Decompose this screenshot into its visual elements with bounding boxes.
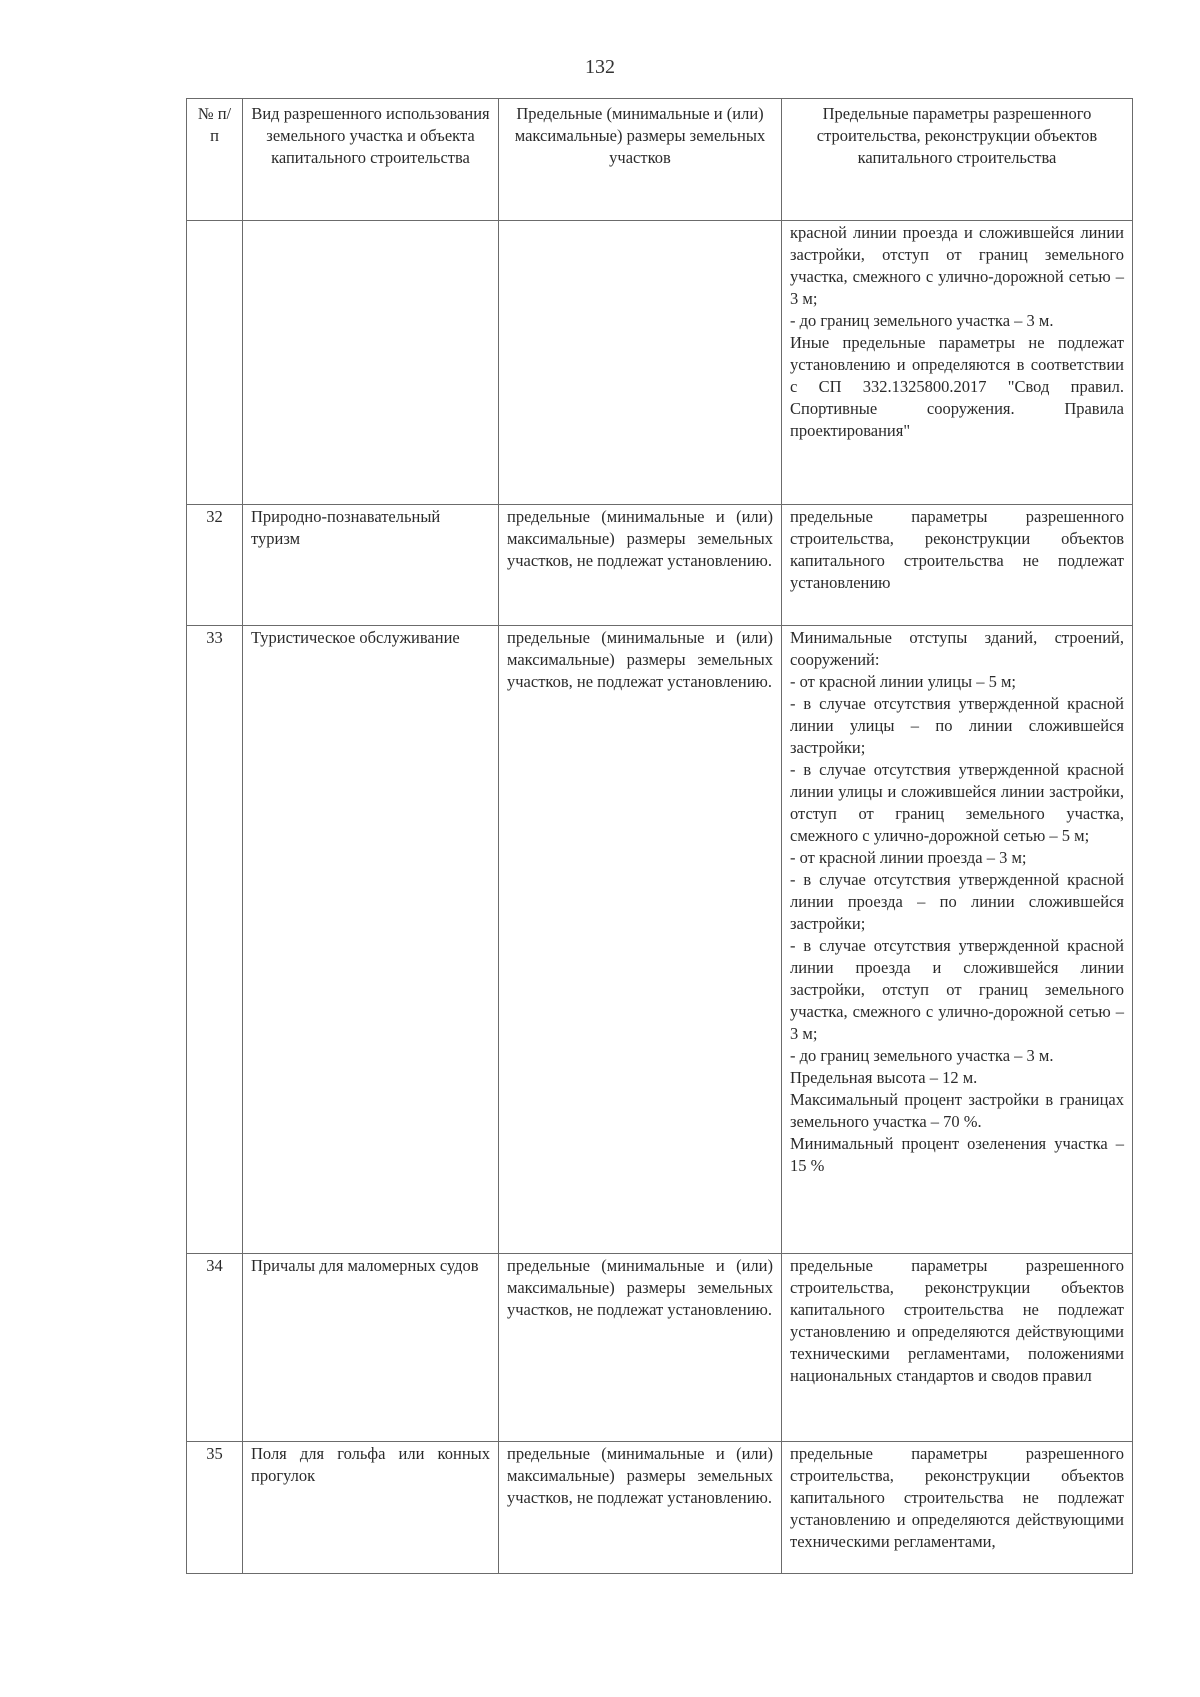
table-row bbox=[187, 626, 1133, 1254]
cell-number bbox=[187, 221, 243, 505]
cell-lot-size bbox=[499, 221, 782, 505]
params-line: - в случае отсутствия утвержденной красной линии улицы – по линии сложившейся застройки; bbox=[790, 694, 1124, 757]
params-line: Минимальные отступы зданий, строений, сооружений: bbox=[790, 628, 1124, 669]
cell-params bbox=[782, 221, 1133, 505]
params-line: - в случае отсутствия утвержденной красной линии проезда и сложившейся линии застройки, отступ от границ земельного участка, смежного с улично-дорожной сетью – 3 м; bbox=[790, 936, 1124, 1043]
table-header-row bbox=[187, 99, 1133, 221]
header-use-type: Вид разрешенного использования земельного участка и объекта капитального строительства bbox=[243, 99, 499, 221]
params-line: - в случае отсутствия утвержденной красной линии улицы и сложившейся линии застройки, отступ от границ земельного участка, смежного с улично-дорожной сетью – 5 м; bbox=[790, 760, 1124, 845]
params-line: - в случае отсутствия утвержденной красной линии проезда – по линии сложившейся застройки; bbox=[790, 870, 1124, 933]
params-line: - до границ земельного участка – 3 м. bbox=[790, 1046, 1054, 1065]
cell-lot-size: предельные (минимальные и (или) максимальные) размеры земельных участков, не подлежат установлению. bbox=[499, 1442, 782, 1574]
cell-number: 32 bbox=[187, 505, 243, 626]
cell-lot-size: предельные (минимальные и (или) максимальные) размеры земельных участков, не подлежат установлению. bbox=[499, 1254, 782, 1442]
table-row bbox=[187, 1254, 1133, 1442]
params-line: - от красной линии улицы – 5 м; bbox=[790, 672, 1017, 691]
params-line: предельные параметры разрешенного строительства, реконструкции объектов капитального строительства не подлежат установлению и определяются действующими техническими регламентами, bbox=[790, 1444, 1124, 1551]
params-line: предельные параметры разрешенного строительства, реконструкции объектов капитального строительства не подлежат установлению bbox=[790, 507, 1124, 592]
params-line: Максимальный процент застройки в границах земельного участка – 70 %. bbox=[790, 1090, 1124, 1131]
cell-use-type: Природно-познавательный туризм bbox=[243, 505, 499, 626]
cell-use-type bbox=[243, 221, 499, 505]
cell-number: 34 bbox=[187, 1254, 243, 1442]
cell-lot-size: предельные (минимальные и (или) максимальные) размеры земельных участков, не подлежат установлению. bbox=[499, 626, 782, 1254]
params-line: - до границ земельного участка – 3 м. bbox=[790, 311, 1054, 330]
header-lot-size: Предельные (минимальные и (или) максимальные) размеры земельных участков bbox=[499, 99, 782, 221]
land-use-regulations-table bbox=[186, 98, 1133, 1574]
cell-params bbox=[782, 1442, 1133, 1574]
cell-params bbox=[782, 1254, 1133, 1442]
table-row bbox=[187, 1442, 1133, 1574]
params-line: - от красной линии проезда – 3 м; bbox=[790, 848, 1027, 867]
cell-params bbox=[782, 505, 1133, 626]
header-number: № п/п bbox=[187, 99, 243, 221]
params-line: Предельная высота – 12 м. bbox=[790, 1068, 978, 1087]
cell-number: 33 bbox=[187, 626, 243, 1254]
params-line: Иные предельные параметры не подлежат установлению и определяются в соответствии с СП 332.1325800.2017 "Свод правил. Спортивные сооружения. Правила проектирования" bbox=[790, 333, 1124, 440]
header-params: Предельные параметры разрешенного строительства, реконструкции объектов капитального строительства bbox=[782, 99, 1133, 221]
cell-lot-size: предельные (минимальные и (или) максимальные) размеры земельных участков, не подлежат установлению. bbox=[499, 505, 782, 626]
table-row-continuation bbox=[187, 221, 1133, 505]
params-line: Минимальный процент озеленения участка – 15 % bbox=[790, 1134, 1124, 1175]
params-line: красной линии проезда и сложившейся линии застройки, отступ от границ земельного участка, смежного с улично-дорожной сетью – 3 м; bbox=[790, 223, 1124, 308]
cell-use-type: Поля для гольфа или конных прогулок bbox=[243, 1442, 499, 1574]
cell-params bbox=[782, 626, 1133, 1254]
params-line: предельные параметры разрешенного строительства, реконструкции объектов капитального строительства не подлежат установлению и определяются действующими техническими регламентами, положениями национальных стандартов и сводов правил bbox=[790, 1256, 1124, 1385]
cell-use-type: Причалы для маломерных судов bbox=[243, 1254, 499, 1442]
cell-use-type: Туристическое обслуживание bbox=[243, 626, 499, 1254]
page-number: 132 bbox=[585, 56, 615, 78]
cell-number: 35 bbox=[187, 1442, 243, 1574]
table-row bbox=[187, 505, 1133, 626]
